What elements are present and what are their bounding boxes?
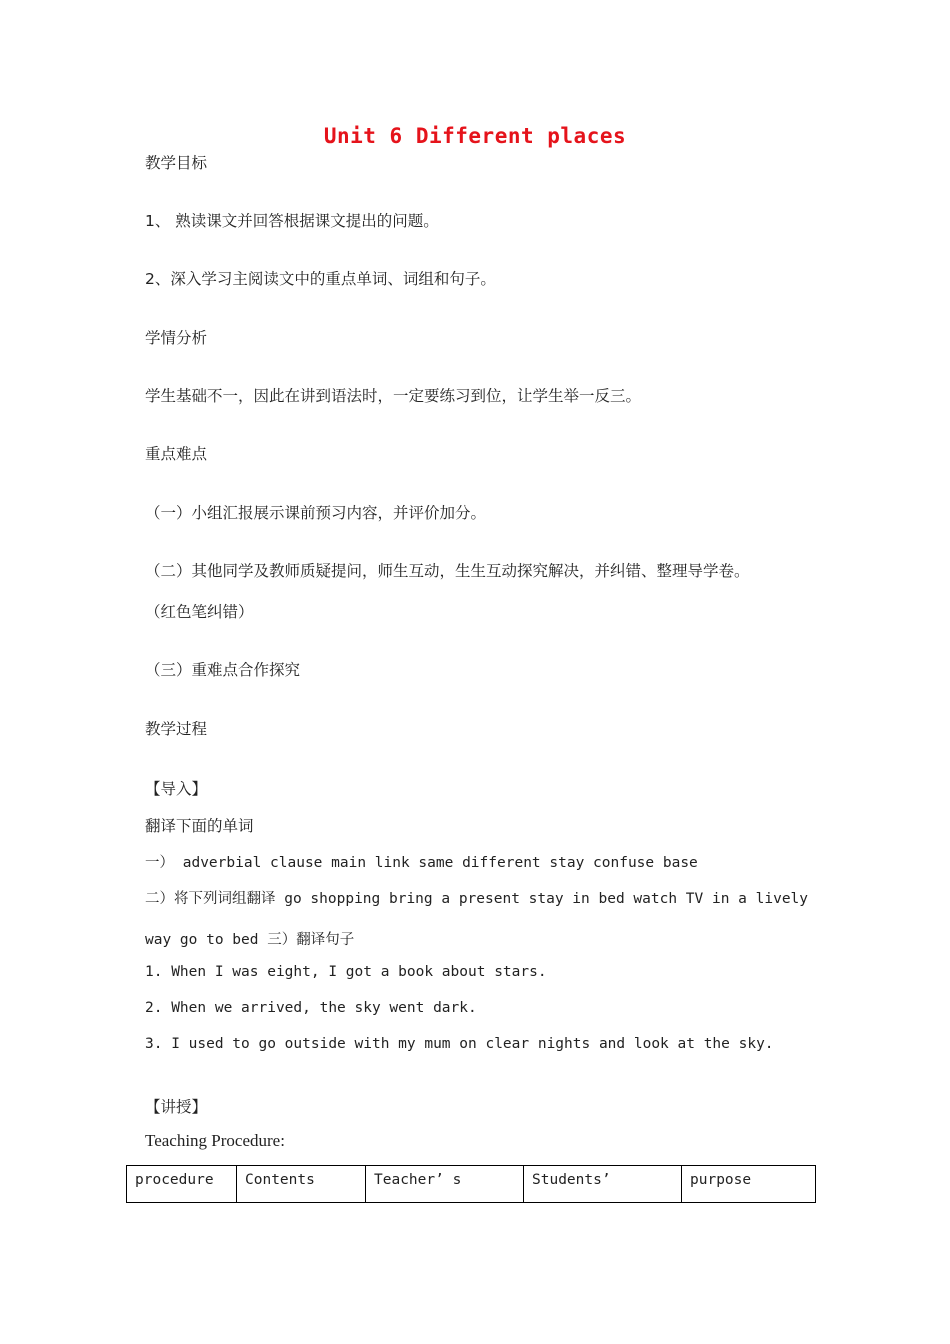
goal-item-2: 2、深入学习主阅读文中的重点单词、词组和句子。 [145,270,496,288]
translate-words-heading: 翻译下面的单词 [145,817,254,835]
key-point-2: （二）其他同学及教师质疑提问，师生互动，生生互动探究解决，并纠错、整理导学卷。 [145,562,750,580]
sentence-3: 3. I used to go outside with my mum on clear nights and look at the sky. [145,1036,774,1052]
learner-analysis-text: 学生基础不一，因此在讲到语法时，一定要练习到位，让学生举一反三。 [145,387,642,405]
key-point-1: （一）小组汇报展示课前预习内容，并评价加分。 [145,504,487,522]
section-intro: 【导入】 [145,780,208,798]
header-students: Students’ [524,1166,682,1203]
header-contents: Contents [237,1166,366,1203]
table-header-row [127,1166,816,1203]
word-list: 一） adverbial clause main link same different stay confuse base [145,855,698,871]
teaching-procedure-label: Teaching Procedure: [145,1131,285,1150]
header-teacher: Teacher’ s [366,1166,524,1203]
document-title: Unit 6 Different places [323,124,627,148]
header-procedure: procedure [127,1166,237,1203]
header-purpose: purpose [682,1166,816,1203]
key-point-2-note: （红色笔纠错） [145,603,254,621]
heading-teaching-process: 教学过程 [145,720,208,738]
phrase-list-continued: way go to bed 三）翻译句子 [145,932,355,948]
heading-learner-analysis: 学情分析 [145,329,208,347]
heading-key-points: 重点难点 [145,445,208,463]
goal-item-1: 1、 熟读课文并回答根据课文提出的问题。 [145,212,439,230]
procedure-table [126,1165,816,1203]
key-point-3: （三）重难点合作探究 [145,661,301,679]
section-lecture: 【讲授】 [145,1098,208,1116]
phrase-list: 二）将下列词组翻译 go shopping bring a present stay in bed watch TV in a lively [145,891,809,907]
sentence-1: 1. When I was eight, I got a book about stars. [145,964,547,980]
sentence-2: 2. When we arrived, the sky went dark. [145,1000,477,1016]
heading-teaching-goals: 教学目标 [145,154,208,172]
